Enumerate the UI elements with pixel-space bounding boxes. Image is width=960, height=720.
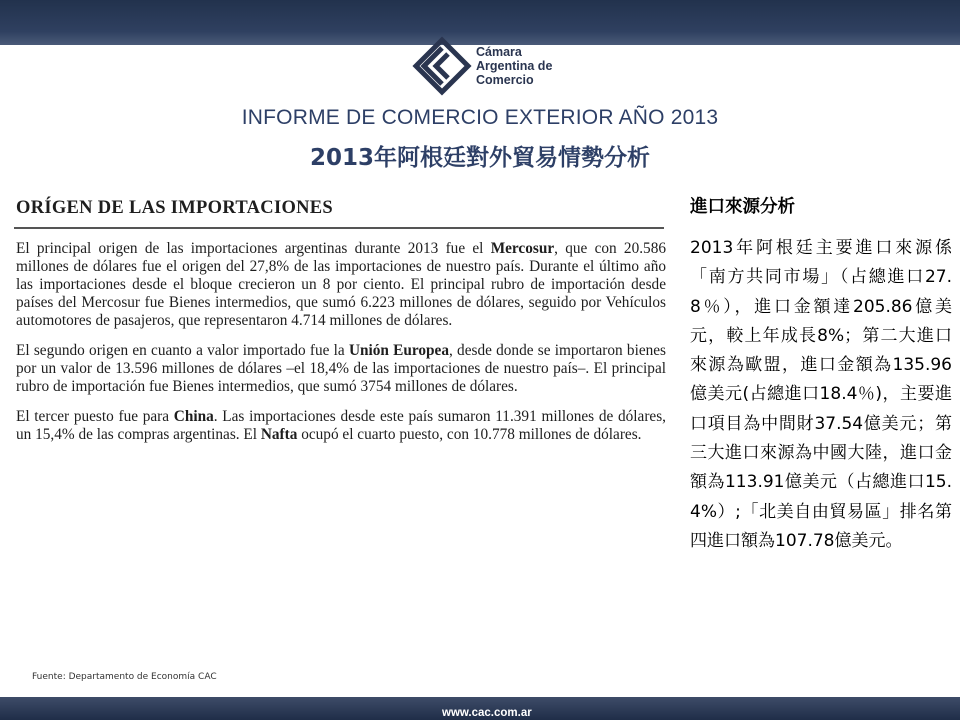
cac-logo <box>412 36 572 98</box>
excerpt-paragraph <box>14 240 666 330</box>
footer-url-link[interactable]: www.cac.com.ar <box>442 707 532 719</box>
paragraph-text: . Las importaciones desde este país sumaron 11.391 millones de dólares, un 15,4% de las compras argentinas. El <box>16 408 666 443</box>
spanish-report-excerpt <box>14 198 666 573</box>
footer-band <box>0 697 960 720</box>
paragraph-text: , que con 20.586 millones de dólares fue el origen del 27,8% de las importaciones de nuestro país. Durante el último año las importaciones desde el bloque crecieron un 8 por ciento. El principal rubro de importación desde países del Mercosur fue Bienes intermedios, que sumó 6.223 millones de dólares, seguido por Vehículos automotores de pasajeros, que representaron 4.714 millones de dólares. <box>16 240 666 329</box>
paragraph-text: , desde donde se importaron bienes por un valor de 13.596 millones de dólares –el 18,4% de las importaciones de nuestro país–. El principal rubro de importación fue Bienes intermedios, que sumó 3754 millones de dólares. <box>16 342 667 395</box>
excerpt-heading: ORÍGEN DE LAS IMPORTACIONES <box>16 198 334 218</box>
excerpt-paragraphs <box>14 240 666 444</box>
paragraph-text: ocupó el cuarto puesto, con 10.778 millones de dólares. <box>297 426 642 443</box>
logo-line-2: Argentina de <box>476 59 553 73</box>
chinese-analysis-panel <box>690 193 952 556</box>
logo-wordmark <box>476 45 576 87</box>
paragraph-text: El tercer puesto fue para <box>16 408 174 425</box>
logo-line-1: Cámara <box>476 45 522 59</box>
logo-line-3: Comercio <box>476 73 534 87</box>
page-title-chinese: 2013年阿根廷對外貿易情勢分析 <box>309 145 650 171</box>
highlighted-term: Nafta <box>260 426 298 443</box>
highlighted-term: China <box>173 408 214 425</box>
excerpt-divider <box>14 227 664 229</box>
paragraph-text: El segundo origen en cuanto a valor importado fue la <box>16 342 349 359</box>
source-note: Fuente: Departamento de Economía CAC <box>32 672 217 682</box>
highlighted-term: Unión Europea <box>348 342 449 359</box>
highlighted-term: Mercosur <box>490 240 555 257</box>
chinese-analysis-body: 2013年阿根廷主要進口來源係「南方共同市場」（占總進口27.8％），進口金額達205.86億美元，較上年成長8%；第二大進口來源為歐盟，進口金額為135.96億美元(占總進口18.4％)，主要進口項目為中間財37.54億美元；第三大進口來源為中國大陸，進口金額為113.91億美元（占總進口15.4%）;「北美自由貿易區」排名第四進口額為107.78億美元。 <box>690 238 952 551</box>
excerpt-paragraph <box>14 342 666 396</box>
paragraph-text: El principal origen de las importaciones argentinas durante 2013 fue el <box>16 240 491 257</box>
page-title-spanish: INFORME DE COMERCIO EXTERIOR AÑO 2013 <box>241 106 719 129</box>
chinese-analysis-heading: 進口來源分析 <box>690 197 795 217</box>
excerpt-paragraph <box>14 408 666 444</box>
cac-logo-icon <box>412 36 472 96</box>
